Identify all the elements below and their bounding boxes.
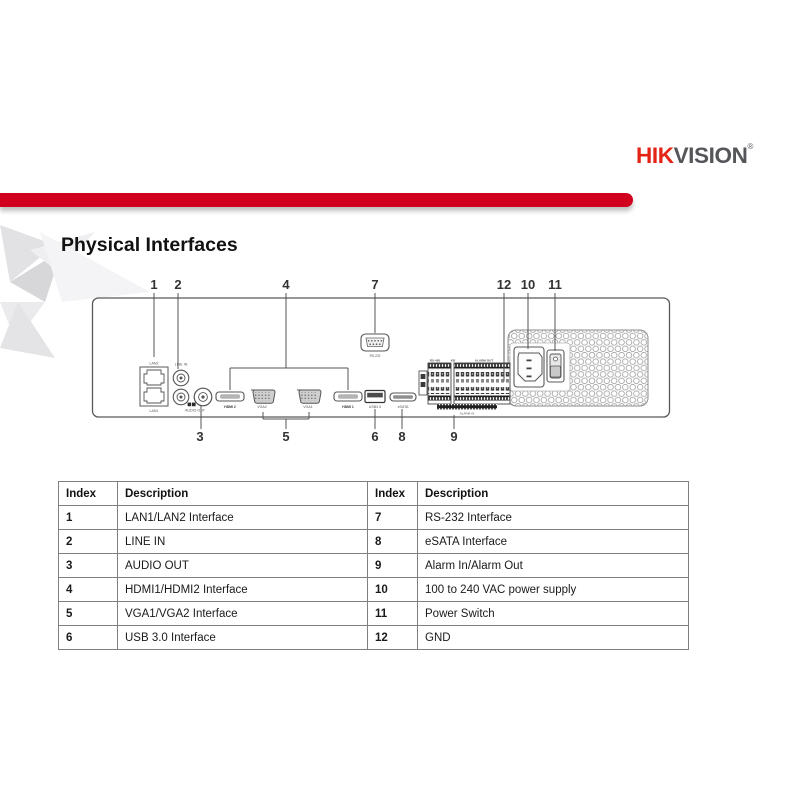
line-in-jack bbox=[173, 363, 189, 386]
callout-5-number: 5 bbox=[282, 429, 290, 444]
alarm-in-label: ALARM IN bbox=[459, 411, 475, 416]
index-cell: 2 bbox=[59, 530, 118, 554]
table-row bbox=[59, 506, 689, 530]
logo-vision-text: VISION bbox=[673, 143, 748, 168]
index-cell: 8 bbox=[368, 530, 418, 554]
table-row bbox=[59, 602, 689, 626]
description-cell: GND bbox=[418, 626, 689, 650]
terminal-group-right bbox=[454, 363, 510, 404]
table-row bbox=[59, 530, 689, 554]
description-cell: Alarm In/Alarm Out bbox=[418, 554, 689, 578]
table-header-row bbox=[59, 482, 689, 506]
left-description-header: Description bbox=[118, 482, 368, 506]
callout-1-number: 1 bbox=[150, 277, 158, 292]
alarm-in-strip bbox=[437, 404, 497, 410]
description-cell: USB 3.0 Interface bbox=[118, 626, 368, 650]
callout-12-number: 12 bbox=[496, 277, 512, 292]
power-switch bbox=[547, 350, 564, 382]
callout-11-number: 11 bbox=[548, 277, 562, 292]
rear-panel-diagram bbox=[85, 268, 717, 452]
description-cell: Power Switch bbox=[418, 602, 689, 626]
callout-4-number: 4 bbox=[282, 277, 290, 292]
callout-9 bbox=[450, 415, 457, 444]
hdmi1-label: HDMI 1 bbox=[342, 405, 354, 409]
power-inlet bbox=[514, 347, 544, 387]
index-cell: 3 bbox=[59, 554, 118, 578]
index-cell: 9 bbox=[368, 554, 418, 578]
hdmi2-label: HDMI 2 bbox=[224, 405, 236, 409]
description-cell: RS-232 Interface bbox=[418, 506, 689, 530]
page-title: Physical Interfaces bbox=[61, 234, 238, 256]
lan-ports bbox=[140, 362, 168, 414]
table-row bbox=[59, 554, 689, 578]
logo-hik-text: HIK bbox=[636, 143, 674, 168]
index-cell: 6 bbox=[59, 626, 118, 650]
index-cell: 4 bbox=[59, 578, 118, 602]
index-cell: 12 bbox=[368, 626, 418, 650]
registered-mark: ® bbox=[747, 142, 753, 151]
callout-9-number: 9 bbox=[450, 429, 458, 444]
table-row bbox=[59, 626, 689, 650]
description-cell: VGA1/VGA2 Interface bbox=[118, 602, 368, 626]
description-cell: eSATA Interface bbox=[418, 530, 689, 554]
red-banner bbox=[0, 193, 633, 207]
lan1-label: LAN1 bbox=[149, 409, 159, 413]
audio-out-label: AUDIO OUT bbox=[185, 408, 205, 413]
index-cell: 11 bbox=[368, 602, 418, 626]
right-index-header: Index bbox=[368, 482, 418, 506]
callout-7-number: 7 bbox=[371, 277, 379, 292]
vga1-label: VGA1 bbox=[303, 405, 313, 409]
kb-label: KB bbox=[450, 358, 456, 363]
callout-2-number: 2 bbox=[174, 277, 182, 292]
callout-8-number: 8 bbox=[398, 429, 406, 444]
table-row bbox=[59, 578, 689, 602]
usb-label: USB3.0 bbox=[368, 405, 382, 409]
callout-6-number: 6 bbox=[371, 429, 379, 444]
callout-10-number: 10 bbox=[520, 277, 536, 292]
hikvision-logo bbox=[636, 142, 753, 169]
esata-label: eSATA bbox=[397, 405, 409, 409]
terminal-group-left bbox=[428, 363, 451, 404]
rs232-label: RS-232 bbox=[369, 354, 381, 358]
description-cell: HDMI1/HDMI2 Interface bbox=[118, 578, 368, 602]
left-index-header: Index bbox=[59, 482, 118, 506]
callout-3-number: 3 bbox=[196, 429, 204, 444]
alarm-out-label: ALARM OUT bbox=[474, 358, 494, 363]
vga2-label: VGA2 bbox=[257, 405, 267, 409]
index-cell: 7 bbox=[368, 506, 418, 530]
rs485-label: RS-485 bbox=[429, 358, 441, 363]
lan2-label: LAN2 bbox=[149, 361, 159, 366]
description-cell: 100 to 240 VAC power supply bbox=[418, 578, 689, 602]
right-description-header: Description bbox=[418, 482, 689, 506]
index-cell: 5 bbox=[59, 602, 118, 626]
index-cell: 1 bbox=[59, 506, 118, 530]
interface-table bbox=[58, 481, 689, 650]
description-cell: LAN1/LAN2 Interface bbox=[118, 506, 368, 530]
description-cell: LINE IN bbox=[118, 530, 368, 554]
index-cell: 10 bbox=[368, 578, 418, 602]
description-cell: AUDIO OUT bbox=[118, 554, 368, 578]
line-in-label: LINE IN bbox=[174, 362, 188, 367]
